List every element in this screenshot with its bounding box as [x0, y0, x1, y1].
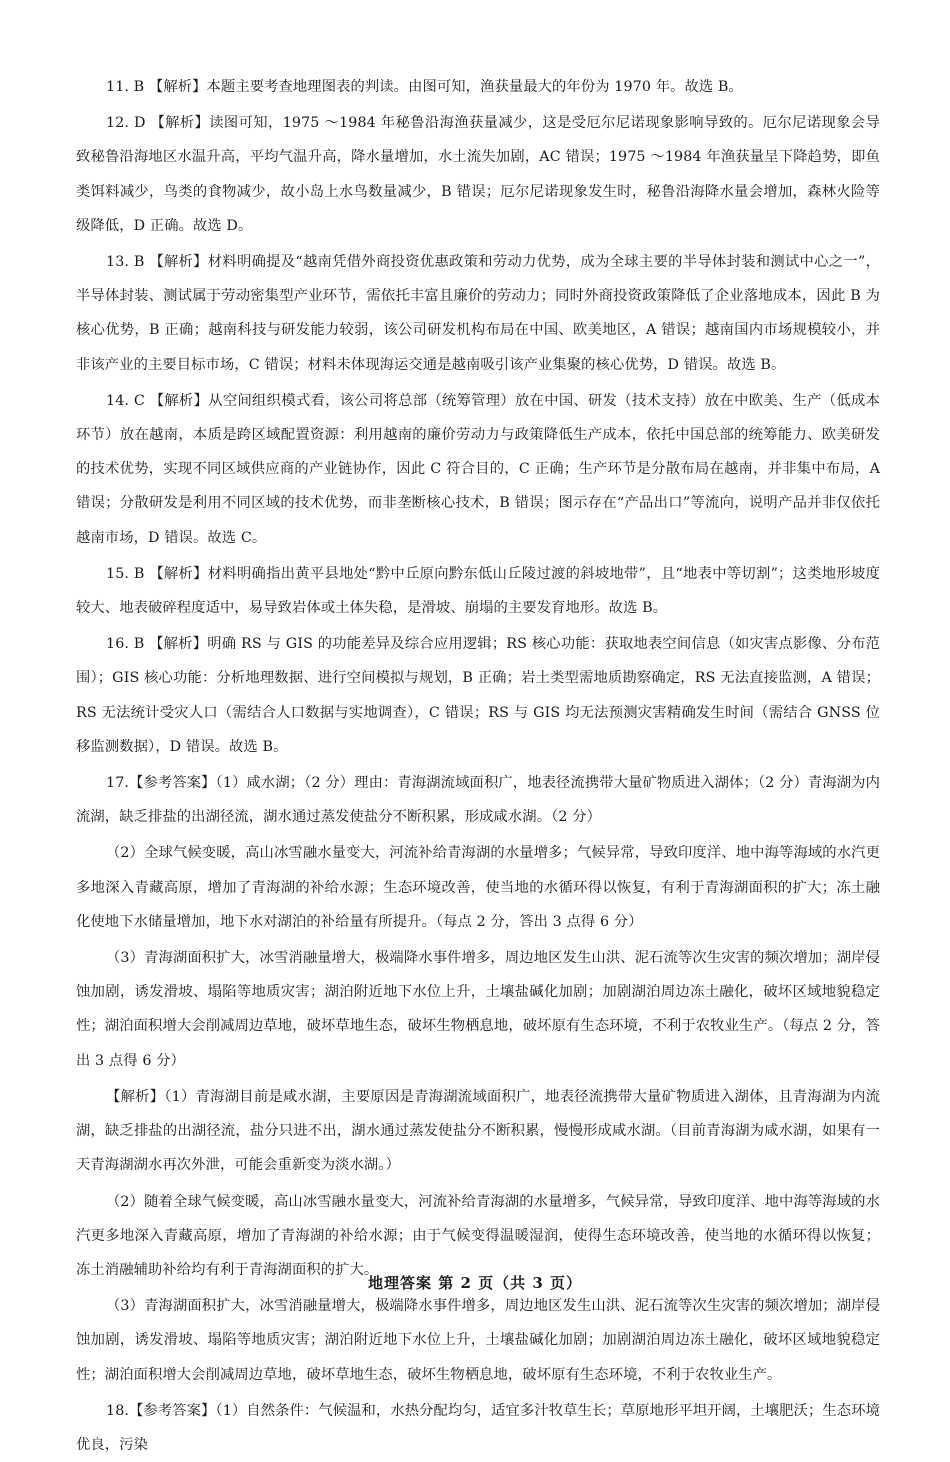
answer-17-part3: （3）青海湖面积扩大，冰雪消融量增大，极端降水事件增多，周边地区发生山洪、泥石流等次生灾害的频次增加；湖岸侵蚀加剧，诱发滑坡、塌陷等地质灾害；湖泊附近地下水位上升，土壤盐碱化加剧；加剧湖泊周边冻土融化，破坏区域地貌稳定性；湖泊面积增大会削减周边草地，破坏草地生态，破坏生物栖息地，破坏原有生态环境，不利于农牧业生产。（每点 2 分，答出 3 点得 6 分）: [76, 950, 880, 1069]
answer-17-analysis-part1: 【解析】（1）青海湖目前是咸水湖，主要原因是青海湖流域面积广，地表径流携带大量矿物质进入湖体，且青海湖为内流湖，缺乏排盐的出湖径流，盐分只进不出，湖水通过蒸发使盐分不断积累，慢慢形成咸水湖。（目前青海湖为咸水湖，如果有一天青海湖湖水再次外泄，可能会重新变为淡水湖。）: [76, 1088, 880, 1174]
answer-12: 12. D 【解析】读图可知，1975 ～1984 年秘鲁沿海渔获量减少，这是受厄尔尼诺现象影响导致的。厄尔尼诺现象会导致秘鲁沿海地区水温升高，平均气温升高，降水量增加，水土流失加剧，AC 错误；1975 ～1984 年渔获量呈下降趋势，即鱼类饵料减少，鸟类的食物减少，故小岛上水鸟数量减少，B 错误；厄尔尼诺现象发生时，秘鲁沿海降水量会增加，森林火险等级降低，D 正确。故选 D。: [76, 115, 880, 234]
answer-17-analysis-part2: （2）随着全球气候变暖，高山冰雪融水量变大，河流补给青海湖的水量增多，气候异常，导致印度洋、地中海等海域的水汽更多地深入青藏高原，增加了青海湖的补给水源；由于气候变得温暖湿润，使得生态环境改善，使当地的水循环得以恢复；冻土消融辅助补给均有利于青海湖面积的扩大。: [76, 1193, 880, 1278]
answer-17-reference: 17.【参考答案】（1）咸水湖；（2 分）理由：青海湖流域面积广，地表径流携带大量矿物质进入湖体；（2 分）青海湖为内流湖，缺乏排盐的出湖径流，湖水通过蒸发使盐分不断积累，形成咸水湖。（2 分）: [76, 775, 880, 826]
page-footer: 地理答案 第 2 页（共 3 页）: [368, 1274, 582, 1292]
answer-18-reference: 18.【参考答案】（1）自然条件：气候温和，水热分配均匀，适宜多汁牧草生长；草原地形平坦开阔，土壤肥沃；生态环境优良，污染: [76, 1402, 880, 1453]
answer-14: 14. C 【解析】从空间组织模式看，该公司将总部（统筹管理）放在中国、研发（技术支持）放在中欧美、生产（低成本环节）放在越南，本质是跨区域配置资源：利用越南的廉价劳动力与政策降低生产成本，依托中国总部的统筹能力、欧美研发的技术优势，实现不同区域供应商的产业链协作，因此 C 符合目的，C 正确；生产环节是分散布局在越南，并非集中布局，A 错误；分散研发是利用不同区域的技术优势，而非垄断核心技术，B 错误；图示存在“产品出口”等流向，说明产品并非仅依托越南市场，D 错误。故选 C。: [76, 392, 880, 546]
answer-17-part2: （2）全球气候变暖，高山冰雪融水量变大，河流补给青海湖的水量增多；气候异常，导致印度洋、地中海等海域的水汽更多地深入青藏高原，增加了青海湖的补给水源；生态环境改善，使当地的水循环得以恢复，有利于青海湖面积的扩大；冻土融化使地下水储量增加，地下水对湖泊的补给量有所提升。（每点 2 分，答出 3 点得 6 分）: [76, 845, 880, 930]
answer-16: 16. B 【解析】明确 RS 与 GIS 的功能差异及综合应用逻辑；RS 核心功能：获取地表空间信息（如灾害点影像、分布范围）；GIS 核心功能：分析地理数据、进行空间模拟与规划，B 正确；岩土类型需地质勘察确定，RS 无法直接监测，A 错误；RS 无法统计受灾人口（需结合人口数据与实地调查），C 错误；RS 与 GIS 均无法预测灾害精确发生时间（需结合 GNSS 位移监测数据），D 错误。故选 B。: [76, 636, 880, 755]
answer-11: 11. B 【解析】本题主要考查地理图表的判读。由图可知，渔获量最大的年份为 1970 年。故选 B。: [106, 79, 743, 95]
answer-13: 13. B 【解析】材料明确提及“越南凭借外商投资优惠政策和劳动力优势，成为全球主要的半导体封装和测试中心之一”，半导体封装、测试属于劳动密集型产业环节，需依托丰富且廉价的劳动力；同时外商投资政策降低了企业落地成本，因此 B 为核心优势，B 正确；越南科技与研发能力较弱，该公司研发机构布局在中国、欧美地区，A 错误；越南国内市场规模较小，并非该产业的主要目标市场，C 错误；材料未体现海运交通是越南吸引该产业集聚的核心优势，D 错误。故选 B。: [76, 254, 880, 373]
answer-17-analysis-part3: （3）青海湖面积扩大，冰雪消融量增大，极端降水事件增多，周边地区发生山洪、泥石流等次生灾害的频次增加；湖岸侵蚀加剧，诱发滑坡、塌陷等地质灾害；湖泊附近地下水位上升，土壤盐碱化加剧；加剧湖泊周边冻土融化，破坏区域地貌稳定性；湖泊面积增大会削减周边草地，破坏草地生态，破坏生物栖息地，破坏原有生态环境，不利于农牧业生产。: [76, 1298, 880, 1383]
answer-15: 15. B 【解析】材料明确指出黄平县地处“黔中丘原向黔东低山丘陵过渡的斜坡地带”，且“地表中等切割”；这类地形坡度较大、地表破碎程度适中，易导致岩体或土体失稳，是滑坡、崩塌的主要发育地形。故选 B。: [76, 565, 880, 617]
